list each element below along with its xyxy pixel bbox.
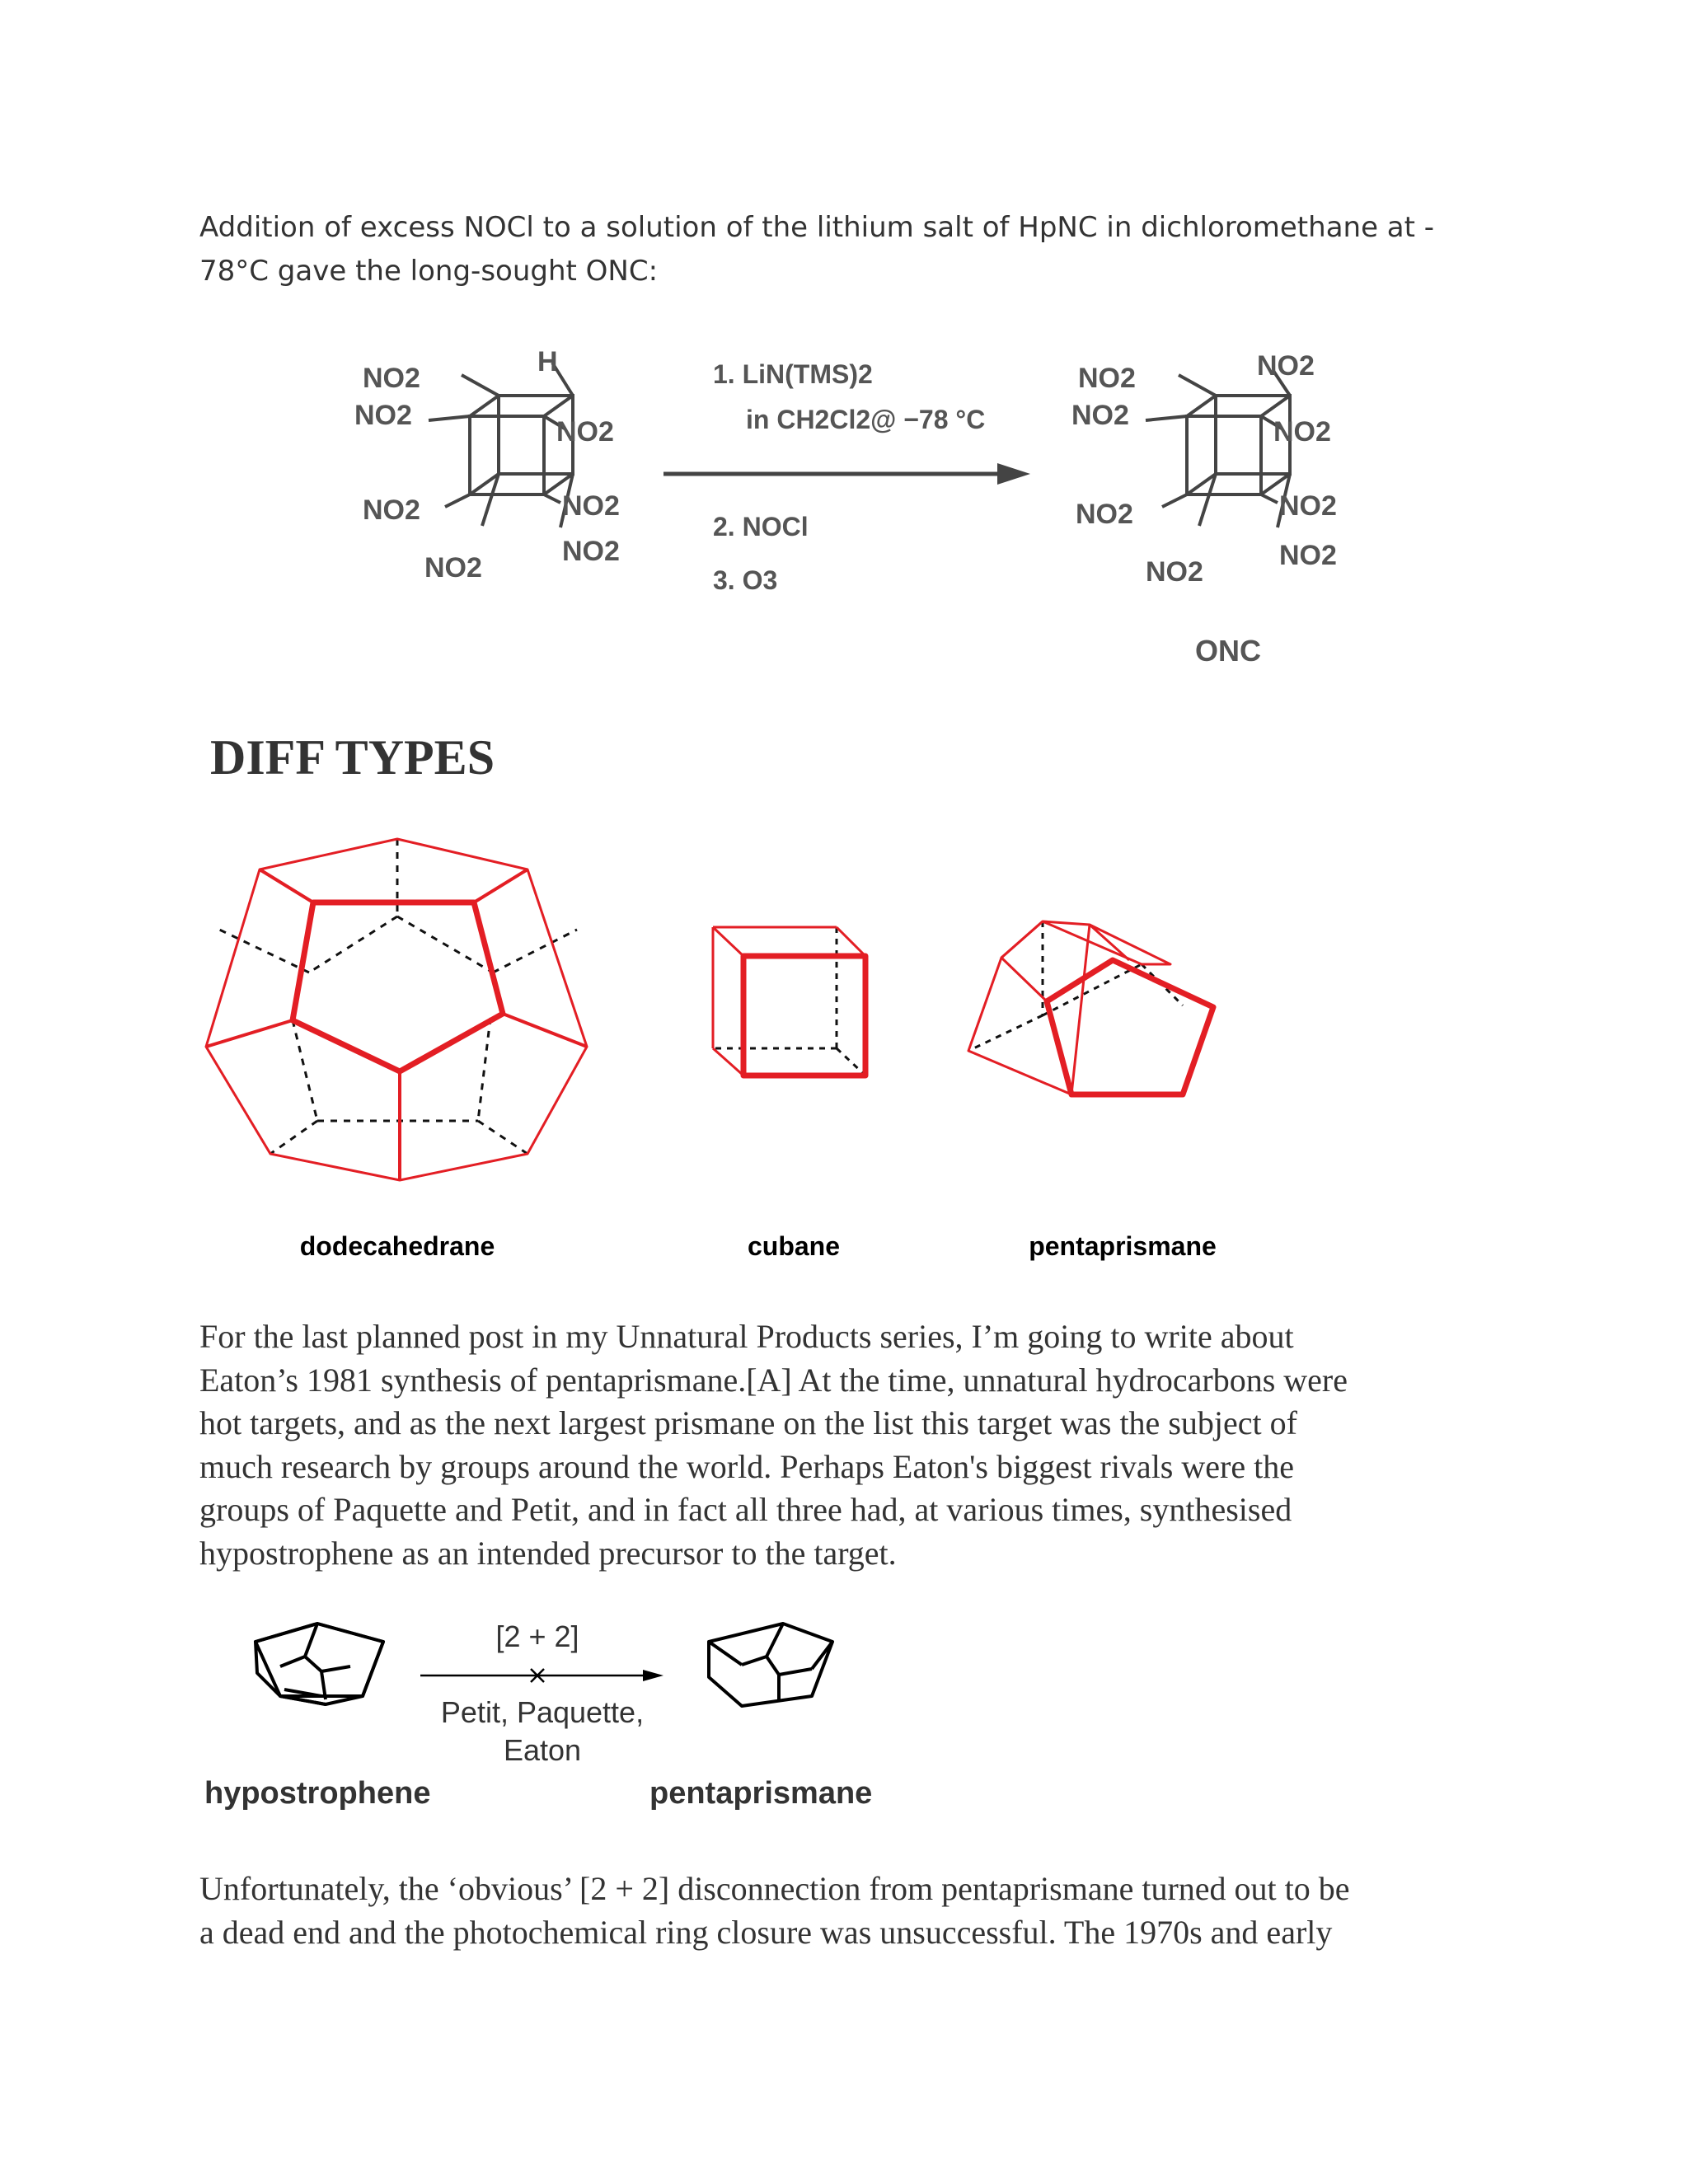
hypostrophene-structure [256, 1624, 383, 1704]
reactant-group-7: NO2 [562, 536, 620, 567]
reactant-group-4: NO2 [424, 552, 482, 583]
reactant-group-1: NO2 [363, 363, 420, 394]
reactant-molecule [429, 363, 573, 527]
scheme-arrow-head [643, 1670, 663, 1681]
paragraph-2-line: a dead end and the photochemical ring closure was unsuccessful. The 1970s and early [199, 1913, 1333, 1951]
reaction-scheme [346, 338, 1385, 676]
product-group-5: NO2 [1257, 350, 1315, 382]
scheme-authors-line-1: Petit, Paquette, [440, 1695, 645, 1729]
reactant-group-6: NO2 [562, 490, 620, 522]
pentaprismane-label: pentaprismane [649, 1776, 873, 1811]
paragraph-1-line: Eaton’s 1981 synthesis of pentaprismane.[A] At the time, unnatural hydrocarbons were [199, 1361, 1348, 1399]
polyhedra-figure [198, 824, 1269, 1286]
paragraph-1 [199, 1315, 1535, 1575]
paragraph-1-line: groups of Paquette and Petit, and in fact all three had, at various times, synthesised [199, 1491, 1292, 1528]
paragraph-2-line: Unfortunately, the ‘obvious’ [2 + 2] disconnection from pentaprismane turned out to be [199, 1870, 1350, 1907]
label-dodecahedrane: dodecahedrane [299, 1231, 495, 1261]
product-label: ONC [1195, 634, 1261, 668]
product-molecule [1146, 371, 1290, 527]
intro-text [199, 206, 1485, 293]
step-1: 1. LiN(TMS)2 [713, 359, 873, 389]
section-heading: DIFF TYPES [210, 730, 495, 785]
product-group-2: NO2 [1071, 400, 1129, 431]
scheme-condition: [2 + 2] [495, 1619, 579, 1653]
pentaprismane-structure [709, 1624, 832, 1706]
reactant-group-8: H [537, 346, 558, 377]
hypostrophene-label: hypostrophene [204, 1776, 431, 1811]
product-group-8: NO2 [1279, 540, 1337, 571]
reactant-group-3: NO2 [363, 494, 420, 526]
reaction-arrow-head [997, 463, 1030, 485]
label-cubane: cubane [747, 1231, 841, 1261]
product-group-1: NO2 [1078, 363, 1136, 394]
label-pentaprismane: pentaprismane [1029, 1231, 1217, 1261]
paragraph-1-line: For the last planned post in my Unnatural Products series, I’m going to write about [199, 1318, 1294, 1355]
pentaprismane-drawing [968, 921, 1213, 1094]
reactant-group-5: NO2 [556, 416, 614, 448]
step-2: 2. NOCl [713, 512, 809, 541]
cubane-drawing [713, 927, 865, 1076]
product-group-7: NO2 [1279, 490, 1337, 522]
intro-line-2: 78°C gave the long-sought ONC: [199, 255, 659, 288]
paragraph-2 [199, 1868, 1535, 1954]
product-group-4: NO2 [1146, 556, 1203, 588]
reactant-group-2: NO2 [354, 400, 412, 431]
paragraph-1-line: hot targets, and as the next largest prismane on the list this target was the subject of [199, 1404, 1297, 1441]
step-1-conditions: in CH2Cl2@ −78 °C [746, 405, 986, 434]
paragraph-1-line: hypostrophene as an intended precursor to the target. [199, 1534, 897, 1572]
scheme-authors-line-2: Eaton [503, 1733, 582, 1767]
product-group-6: NO2 [1273, 416, 1331, 448]
product-group-3: NO2 [1076, 499, 1133, 530]
hypostrophene-scheme [198, 1607, 940, 1821]
dodecahedrane-drawing [206, 839, 587, 1180]
intro-line-1: Addition of excess NOCl to a solution of the lithium salt of HpNC in dichloromethane at - [199, 211, 1435, 244]
step-3: 3. O3 [713, 565, 778, 595]
paragraph-1-line: much research by groups around the world. Perhaps Eaton's biggest rivals were the [199, 1447, 1294, 1485]
